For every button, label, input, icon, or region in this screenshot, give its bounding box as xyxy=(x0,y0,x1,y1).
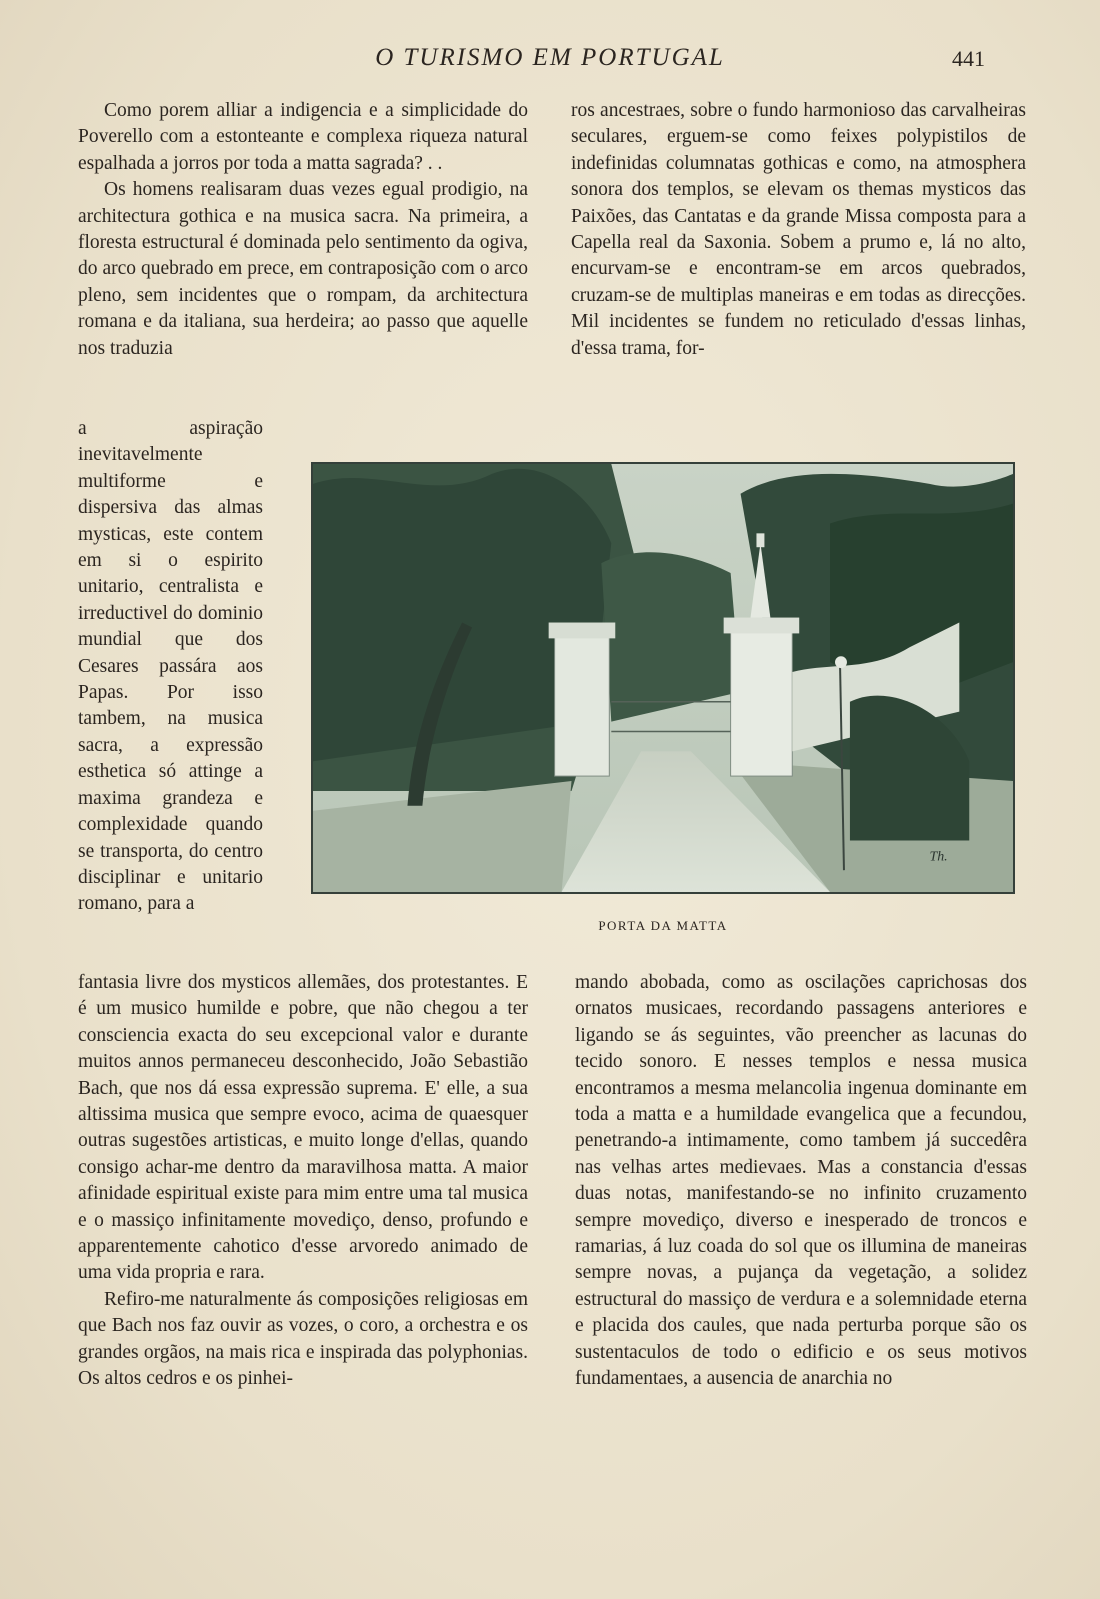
right-column-top xyxy=(571,98,1026,362)
paragraph-wrap: a aspiração inevitavelmente multiforme e dispersiva das almas mysticas, este contem em si o espirito unitario, centralista e irreductivel do dominio mundial que dos Cesares passára aos Papas. Por isso tambem, na musica sacra, a expressão esthetica só attinge a maxima grandeza e complexidade quando se transporta, do centro disciplinar e unitario romano, para a xyxy=(78,418,263,915)
right-column-bottom xyxy=(575,970,1027,1393)
photograph-porta-da-matta xyxy=(311,462,1015,894)
paragraph-architecture: Os homens realisaram duas vezes egual prodigio, na architectura gothica e na musica sacra. Na primeira, a floresta estructural é dominada pelo sentimento da ogiva, do arco quebrado em prece, em contraposição com o arco pleno, sem incidentes que o rompam, da architectura romana e da italiana, sua herdeira; ao passo que aquelle nos traduzia xyxy=(78,179,528,359)
paragraph-right-top: ros ancestraes, sobre o fundo harmonioso das carvalheiras seculares, erguem-se como feixes polypistilos de indefinidas columnatas gothicas e como, na atmosphera sonora dos templos, se elevam os themas mysticos das Paixões, das Cantatas e da grande Missa composta para a Capella real da Saxonia. Sobem a prumo e, lá no alto, encurvam-se e encontram-se em arcos quebrados, cruzam-se de multiplas maneiras e em todas as direcções. Mil incidentes se fundem no reticulado d'essas linhas, d'essa trama, for- xyxy=(571,100,1026,359)
paragraph-intro: Como porem alliar a indigencia e a simplicidade do Poverello com a estonteante e complexa riqueza natural espalhada a jorros por toda a matta sagrada? . . xyxy=(78,100,528,174)
left-column-bottom xyxy=(78,970,528,1393)
left-column-top xyxy=(78,98,528,362)
photo-caption: PORTA DA MATTA xyxy=(598,918,728,933)
paragraph-right-bottom: mando abobada, como as oscilações caprichosas dos ornatos musicaes, recordando passagens anteriores e ligando se ás seguintes, vão preencher as lacunas do tecido sonoro. E nesses templos e nessa musica encontramos a mesma melancolia ingenua dominante em toda a matta e a humildade evangelica que a fecundou, penetrando-a intimamente, como tambem já succedêra nas velhas artes medievaes. Mas a constancia d'essas duas notas, manifestando-se no infinito cruzamento sempre movediço, diverso e inesperado de troncos e ramarias, á luz coada do sol que os illumina de maneiras sempre novas, a pujança da vegetação, a solidez estructural do massiço de verdura e a solemnidade eterna e placida dos caules, que nada perturba porque são os sustentaculos de todo o edificio e os seus motivos fundamentaes, a ausencia de anarchia no xyxy=(575,972,1027,1390)
paragraph-bach: fantasia livre dos mysticos allemães, dos protestantes. E é um musico humilde e pobre, que não chegou a ter consciencia exacta do seu excepcional valor e durante muitos annos permaneceu desconhecido, João Sebastião Bach, que nos dá essa expressão suprema. E' elle, a sua altissima musica que sempre evoco, acima de quaesquer outras sugestões artisticas, e muito longe d'ellas, quando consigo achar-me dentro da maravilhosa matta. A maior afinidade espiritual existe para mim entre uma tal musica e o massiço infinitamente movediço, denso, profundo e apparentemente cahotico d'esse arvoredo animado de uma vida propria e rara. xyxy=(78,972,528,1284)
page-number: 441 xyxy=(952,46,985,71)
svg-text:Th.: Th. xyxy=(929,849,948,865)
left-column-wrap-around-photo xyxy=(78,416,263,918)
photo-illustration xyxy=(313,464,1013,892)
paragraph-compositions: Refiro-me naturalmente ás composições religiosas em que Bach nos faz ouvir as vozes, o coro, a orchestra e os grandes orgãos, na mais rica e inspirada das polyphonias. Os altos cedros e os pinhei- xyxy=(78,1288,528,1390)
running-header-title: O TURISMO EM PORTUGAL xyxy=(375,44,725,71)
